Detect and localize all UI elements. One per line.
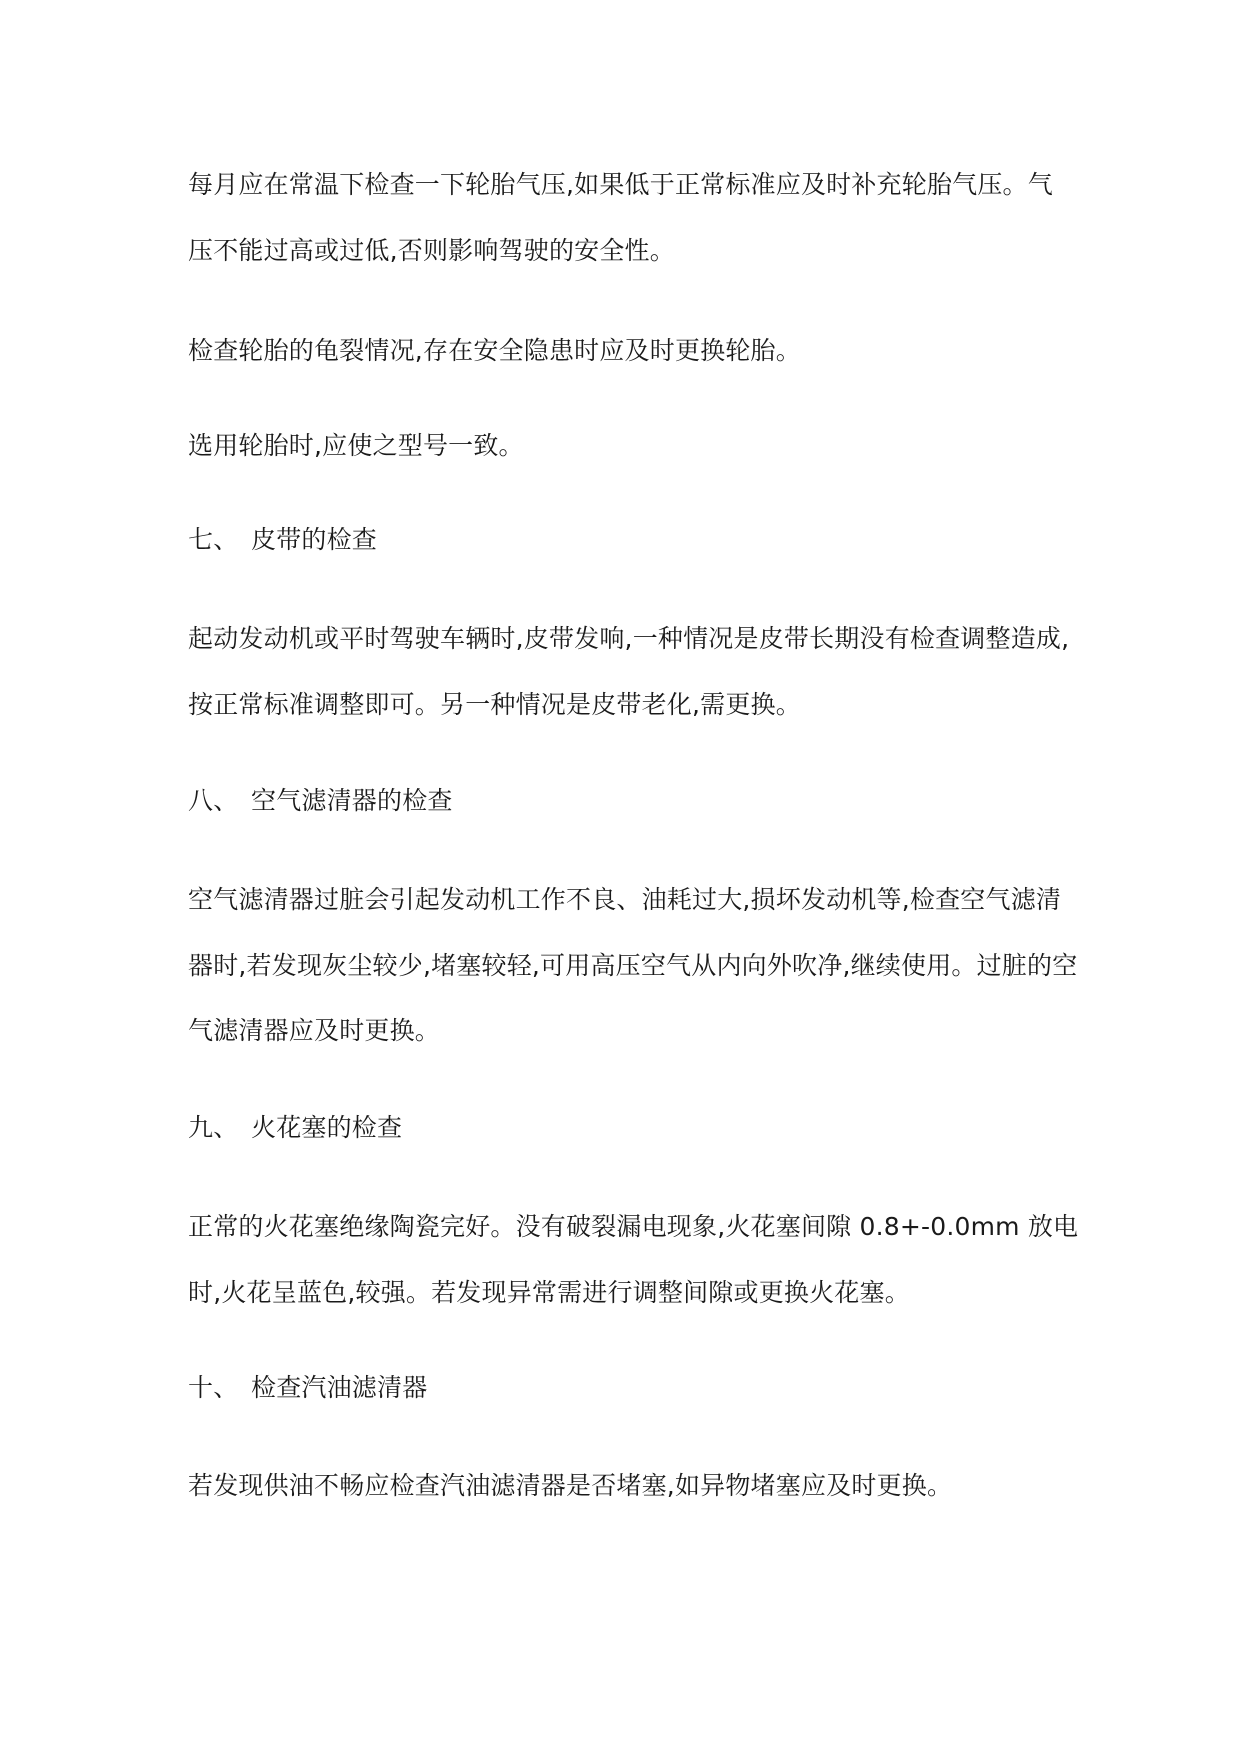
paragraph-fuel-filter: 若发现供油不畅应检查汽油滤清器是否堵塞,如异物堵塞应及时更换。 (188, 1471, 953, 1500)
paragraph-tire-pressure-line-1: 每月应在常温下检查一下轮胎气压,如果低于正常标准应及时补充轮胎气压。气 (188, 170, 1053, 199)
paragraph-air-filter-line-2: 器时,若发现灰尘较少,堵塞较轻,可用高压空气从内向外吹净,继续使用。过脏的空 (188, 951, 1078, 980)
heading-belt-check (188, 524, 377, 556)
heading-title: 皮带的检查 (251, 525, 378, 554)
paragraph-belt-line-1: 起动发动机或平时驾驶车辆时,皮带发响,一种情况是皮带长期没有检查调整造成, (188, 624, 1070, 653)
heading-number: 八、 (188, 786, 239, 815)
paragraph-tire-pressure-line-2: 压不能过高或过低,否则影响驾驶的安全性。 (188, 236, 675, 265)
paragraph-spark-plug-line-2: 时,火花呈蓝色,较强。若发现异常需进行调整间隙或更换火花塞。 (188, 1278, 910, 1307)
heading-title: 空气滤清器的检查 (251, 786, 453, 815)
heading-title: 火花塞的检查 (251, 1113, 403, 1142)
paragraph-air-filter-line-3: 气滤清器应及时更换。 (188, 1016, 441, 1045)
heading-spark-plug-check (188, 1112, 402, 1144)
heading-title: 检查汽油滤清器 (251, 1373, 428, 1402)
paragraph-tire-cracks: 检查轮胎的龟裂情况,存在安全隐患时应及时更换轮胎。 (188, 336, 801, 365)
heading-fuel-filter-check (188, 1372, 427, 1404)
paragraph-belt-line-2: 按正常标准调整即可。另一种情况是皮带老化,需更换。 (188, 690, 801, 719)
paragraph-spark-plug-line-1: 正常的火花塞绝缘陶瓷完好。没有破裂漏电现象,火花塞间隙 0.8+-0.0mm 放电 (188, 1212, 1079, 1241)
heading-air-filter-check (188, 785, 453, 817)
heading-number: 九、 (188, 1113, 239, 1142)
paragraph-tire-model: 选用轮胎时,应使之型号一致。 (188, 431, 524, 460)
heading-number: 七、 (188, 525, 239, 554)
paragraph-air-filter-line-1: 空气滤清器过脏会引起发动机工作不良、油耗过大,损坏发动机等,检查空气滤清 (188, 885, 1062, 914)
heading-number: 十、 (188, 1373, 239, 1402)
